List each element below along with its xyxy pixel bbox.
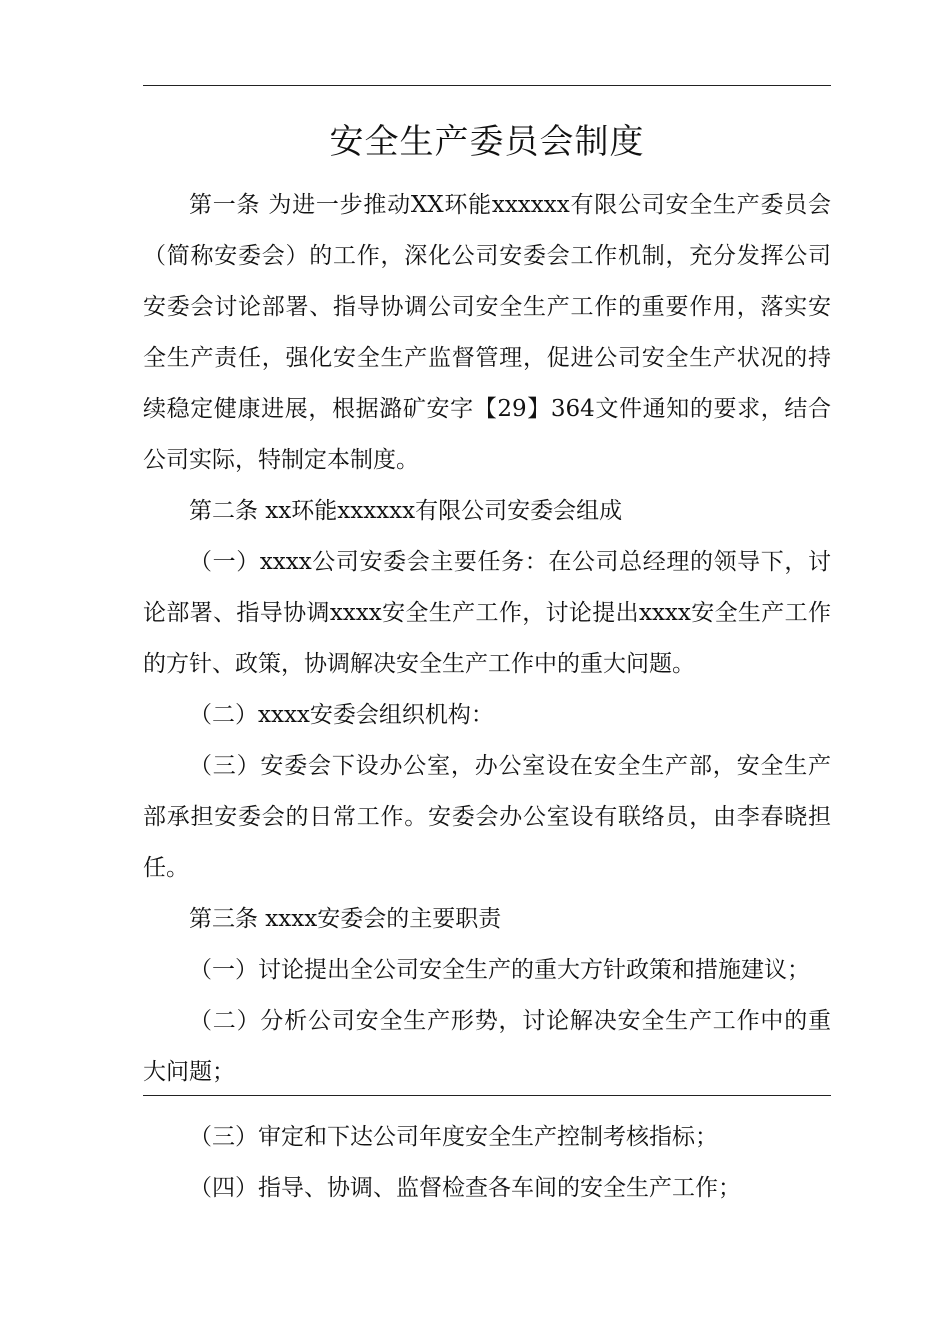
- article-1-paragraph: 第一条 为进一步推动XX环能xxxxxx有限公司安全生产委员会（简称安委会）的工作，深化公司安委会工作机制，充分发挥公司安委会讨论部署、指导协调公司安全生产工作的重要作用，落实安全生产责任，强化安全生产监督管理，促进公司安全生产状况的持续稳定健康进展，根据潞矿安字【29】364文件通知的要求，结合公司实际，特制定本制度。: [143, 192, 831, 473]
- document-title: 安全生产委员会制度: [329, 122, 645, 162]
- article-3-item-4: （四）指导、协调、监督检查各车间的安全生产工作；: [189, 1175, 741, 1201]
- page-break-rule: [143, 1095, 831, 1096]
- article-3-item-3: （三）审定和下达公司年度安全生产控制考核指标；: [189, 1124, 718, 1150]
- article-2-item-1: （一）xxxx公司安委会主要任务：在公司总经理的领导下，讨论部署、指导协调xxxx安全生产工作，讨论提出xxxx安全生产工作的方针、政策，协调解决安全生产工作中的重大问题。: [143, 549, 831, 677]
- page2-body: [143, 1112, 831, 1214]
- article-2-item-3: （三）安委会下设办公室，办公室设在安全生产部，安全生产部承担安委会的日常工作。安委会办公室设有联络员，由李春晓担任。: [143, 753, 831, 881]
- page1-body: [143, 180, 831, 1098]
- article-3-item-2: （二）分析公司安全生产形势，讨论解决安全生产工作中的重大问题；: [143, 1008, 831, 1085]
- page-top-rule: [143, 85, 831, 86]
- article-2-item-2: （二）xxxx安委会组织机构：: [189, 702, 494, 728]
- article-2-heading: 第二条 xx环能xxxxxx有限公司安委会组成: [189, 498, 623, 524]
- article-3-heading: 第三条 xxxx安委会的主要职责: [189, 906, 502, 932]
- article-3-item-1: （一）讨论提出全公司安全生产的重大方针政策和措施建议；: [189, 957, 810, 983]
